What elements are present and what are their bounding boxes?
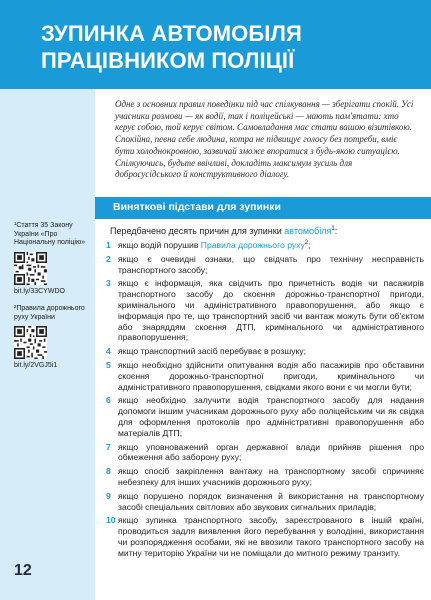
list-item [106,442,424,464]
list-item [106,240,424,251]
list-item-number: 6 [106,395,111,406]
lead-sentence [110,226,420,237]
list-item-number: 2 [106,253,111,264]
reference-link-1[interactable]: bit.ly/33CYWDO [14,287,65,295]
list-item [106,466,424,488]
title-line-2: ПРАЦІВНИКОМ ПОЛІЦІЇ [41,48,295,73]
list-item [106,346,424,357]
reference-note-1: ¹Стаття 35 Закону України «Про Національну поліцію» [14,222,86,246]
reasons-list [106,240,424,562]
list-item-text: якщо порушено порядок визначення й використання на транспортному засобі спеціальних світлових або звукових сигнальних приладів; [118,490,424,512]
lead-text-after: : [334,226,338,236]
sidebar-reference-2 [14,305,92,371]
page-number: 12 [14,562,32,579]
list-item-number: 9 [106,490,111,501]
sidebar-reference-1 [14,222,92,296]
list-item-number: 8 [106,466,111,477]
list-item-text: якщо необхідно залучити водія транспортного засобу для надання допомоги іншим учасникам дорожнього руху або поліцейським чи як свідка для оформлення протоколів про адміністративні правопорушення або матеріалів ДТП; [118,395,424,438]
header-banner [0,0,431,89]
list-item-number: 7 [106,441,111,452]
section-title: Виняткові підстави для зупинки [113,201,281,213]
list-item-text: якщо зупинка транспортного засобу, зареєстрованого в іншій країні, проводиться задля виявлення його перебування у володінні, використання чи розпорядження особами, які не ввозили такого транспортного засобу на митну територію України чи не поміщали до митного режиму транзиту. [118,515,424,558]
lead-footnote-mark: 1 [331,226,335,232]
list-item-number: 1 [106,240,111,250]
lead-link[interactable]: автомобіля [284,226,332,236]
intro-paragraph: Одне з основних правил поведінки під час спілкування — зберігати спокій. Усі учасники розмови — як водії, так і поліцейські — мають пам'ятати: хто керує собою, той керує світом. Самовладання має стати вашою візитівкою. Спокійна, певна себе людина, котра не підвищує голосу без потреби, вміє бути холоднокровною, зазвичай зможе впоратися з будь-якою ситуацією. Спілкуючись, будьте ввічливі, докладіть максимум зусиль для добросусідського й конструктивного діалогу. [115,99,414,180]
list-item-number: 3 [106,278,111,289]
section-header [95,197,431,219]
list-item [106,278,424,343]
page-title [41,20,302,74]
list-item [106,254,424,276]
title-line-1: ЗУПИНКА АВТОМОБІЛЯ [41,21,302,46]
list-item-text: якщо уповноважений орган державної влади прийняв рішення про обмеження або заборону руху; [118,441,424,463]
reference-link-2[interactable]: bit.ly/2VGJ5i1 [14,362,58,369]
list-item-footnote-mark: 2 [304,240,309,247]
list-item [106,395,424,438]
list-item-number: 4 [106,346,111,357]
list-item-link[interactable]: Правила дорожнього руху [200,240,305,250]
list-item-text: якщо спосіб закріплення вантажу на транспортному засобі спричиняє небезпеку для інших учасників дорожнього руху; [118,466,424,487]
lead-text-before: Передбачено десять причин для зупинки [110,226,285,236]
list-item [106,515,424,558]
list-item [106,360,424,392]
qr-code-icon[interactable] [14,252,47,285]
list-item-text: якщо необхідно здійснити опитування водія або пасажирів про обставини скоєння дорожньо-транспортної пригоди, кримінального чи адміністративного правопорушення, свідками якого вони є чи могли бути; [118,359,424,392]
list-item-text: якщо є інформація, яка свідчить про причетність водія чи пасажирів транспортного засобу до скоєння дорожньо-транспортної пригоди, кримінального чи адміністративного правопорушення, або якщо є інформація про те, що транспортний засіб чи вантаж можуть бути об'єктом або знаряддям скоєння ДТП, кримінального чи адміністративного правопорушення; [118,278,424,343]
list-item-text: якщо є очевидні ознаки, що свідчать про технічну несправність транспортного засобу; [118,253,424,275]
list-item-text-before: якщо водій порушив [118,240,201,250]
list-item-text: якщо транспортний засіб перебуває в розшуку; [118,346,307,357]
list-item-number: 5 [106,359,111,370]
list-item-number: 10 [106,515,116,526]
list-item [106,491,424,513]
qr-code-icon[interactable] [14,326,47,359]
reference-note-2: ²Правила дорожнього руху України [14,305,85,321]
list-item-text-after: ; [308,240,311,250]
